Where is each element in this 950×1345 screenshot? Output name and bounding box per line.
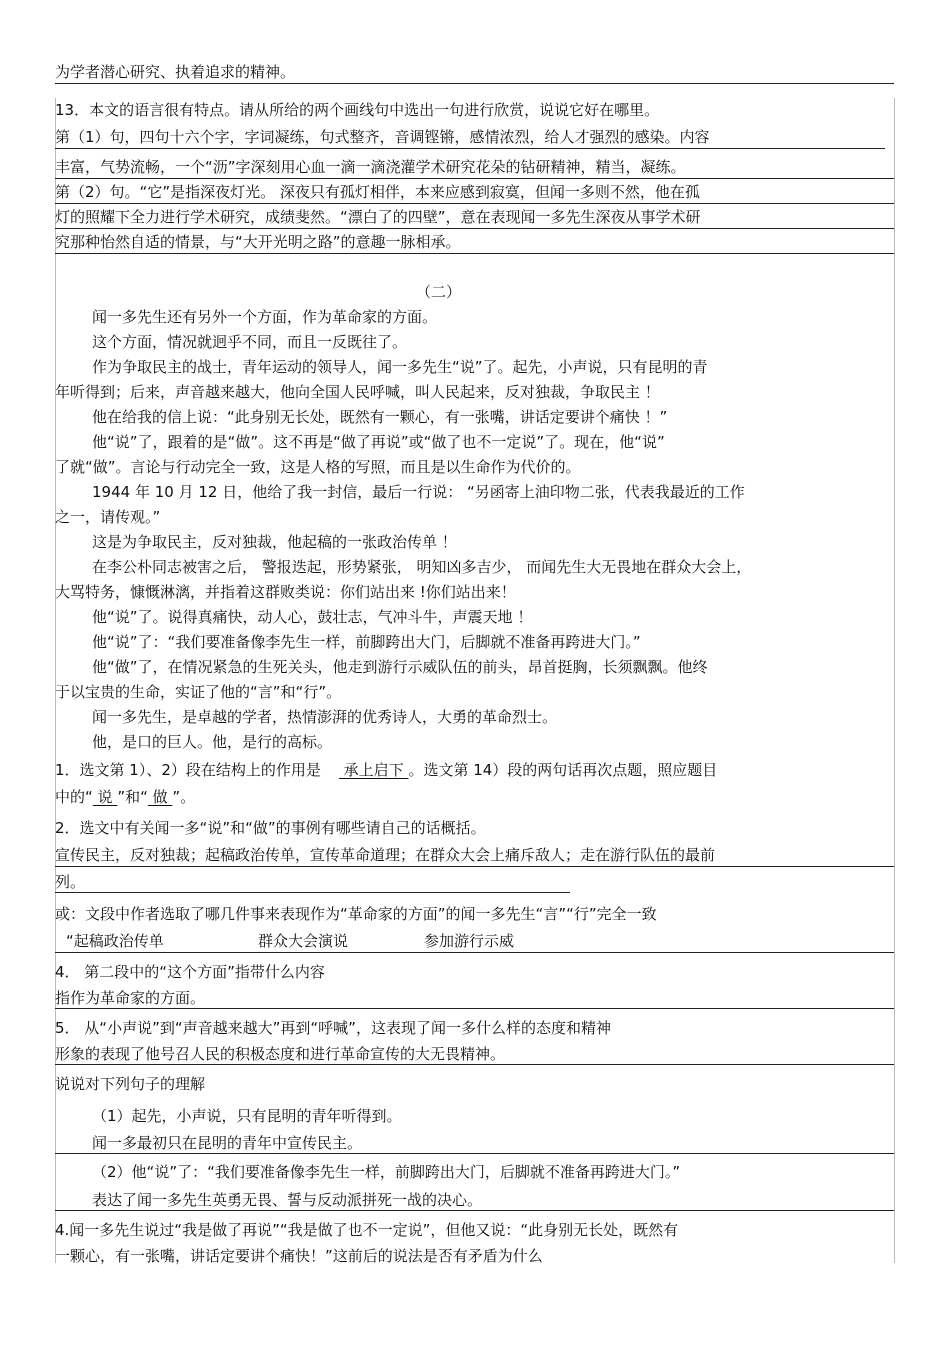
q1-line2-b: ”和“ [117, 788, 148, 806]
passage-line-18: 他，是口的巨人。他，是行的高标。 [92, 733, 333, 751]
q4b-line-1: 4.闻一多先生说过“我是做了再说”“我是做了也不一定说”，但他又说：“此身别无长处，既然有 [55, 1221, 679, 1239]
q1-line-1 [55, 760, 717, 780]
q2-alt-answer-3: 参加游行示威 [424, 932, 515, 950]
q13-answer-line-3: 第（2）句。“它”是指深夜灯光。 深夜只有孤灯相伴，本来应感到寂寞，但闻一多则不然，他在孤 [55, 183, 700, 201]
q13-answer-line-2: 丰富，气势流畅，一个“沥”字深刻用心血一滴一滴浇灌学术研究花朵的钻研精神，精当，凝练。 [55, 158, 686, 176]
q5-answer: 形象的表现了他号召人民的积极态度和进行革命宣传的大无畏精神。 [55, 1045, 506, 1063]
q2-answer-line-1: 宣传民主，反对独裁；起稿政治传单，宣传革命道理；在群众大会上痛斥敌人；走在游行队伍的最前 [55, 846, 716, 864]
rule-q13-1 [55, 148, 885, 149]
passage-line-1: 闻一多先生还有另外一个方面，作为革命家的方面。 [92, 308, 438, 326]
understand-sentence-2: （2）他“说”了：“我们要准备像李先生一样，前脚跨出大门，后脚就不准备再跨进大门。” [92, 1163, 681, 1181]
q1-answer-structure: 承上启下 [338, 761, 409, 779]
q2-answer-line-2: 列。 [55, 873, 86, 891]
passage-heading: （二） [416, 283, 462, 301]
passage-line-14: 他“说”了：“我们要准备像李先生一样，前脚跨出大门，后脚就不准备再跨进大门。” [92, 633, 641, 651]
passage-line-5: 他在给我的信上说：“此身别无长处，既然有一颗心，有一张嘴，讲话定要讲个痛快 ！” [92, 408, 668, 426]
q13-answer-line-1: 第（1）句，四句十六个字，字词凝练，句式整齐，音调铿锵，感情浓烈，给人才强烈的感染。内容 [55, 128, 710, 146]
q4-answer: 指作为革命家的方面。 [55, 989, 206, 1007]
right-margin-line [894, 98, 895, 1263]
q13-answer-line-4: 灯的照耀下全力进行学术研究，成绩斐然。“漂白了的四壁”，意在表现闻一多先生深夜从事学术研 [55, 208, 701, 226]
q13-question: 13．本文的语言很有特点。请从所给的两个画线句中选出一句进行欣赏，说说它好在哪里。 [55, 101, 660, 119]
rule-q5 [55, 1064, 894, 1065]
passage-line-6: 他“说”了，跟着的是“做”。这不再是“做了再说”或“做了也不一定说”了。现在，他“说” [92, 433, 665, 451]
q2-question: 2．选文中有关闻一多“说”和“做”的事例有哪些请自己的话概括。 [55, 819, 486, 837]
rule-understand-1 [55, 1153, 894, 1154]
passage-line-12: 大骂特务，慷慨淋漓，并指着这群败类说：你们站出来 !你们站出来！ [55, 583, 516, 601]
passage-line-17: 闻一多先生，是卓越的学者，热情澎湃的优秀诗人，大勇的革命烈士。 [92, 708, 558, 726]
passage-line-13: 他“说”了。说得真痛快，动人心，鼓壮志，气冲斗牛，声震天地 ！ [92, 608, 533, 626]
passage-line-3: 作为争取民主的战士，青年运动的领导人，闻一多先生“说”了。起先，小声说，只有昆明的青 [92, 358, 708, 376]
rule-q4 [55, 1008, 894, 1009]
understand-sentence-1: （1）起先，小声说，只有昆明的青年听得到。 [92, 1107, 402, 1125]
q1-part-b: 。选文第 14）段的两句话再次点题，照应题目 [408, 761, 718, 779]
understand-title: 说说对下列句子的理解 [55, 1075, 206, 1093]
q1-line2-c: ”。 [172, 788, 196, 806]
q1-part-a: 1．选文第 1）、2）段在结构上的作用是 [55, 761, 321, 779]
rule-understand-2 [55, 1210, 894, 1211]
passage-line-7: 了就“做”。言论与行动完全一致，这是人格的写照，而且是以生命作为代价的。 [55, 458, 581, 476]
rule-top [55, 83, 894, 84]
q2-alt-answer-2: 群众大会演说 [258, 932, 349, 950]
passage-line-16: 于以宝贵的生命，实证了他的“言”和“行”。 [55, 683, 342, 701]
q1-line-2 [55, 787, 195, 807]
understand-answer-2: 表达了闻一多先生英勇无畏、誓与反动派拼死一战的决心。 [92, 1191, 483, 1209]
rule-q2-alt [55, 952, 894, 953]
q1-answer-say: 说 [92, 788, 118, 806]
rule-q2-1 [55, 866, 894, 867]
q13-answer-line-5: 究那种怡然自适的情景，与“大开光明之路”的意趣一脉相承。 [55, 233, 461, 251]
q5-question: 5． 从“小声说”到“声音越来越大”再到“呼喊”，这表现了闻一多什么样的态度和精神 [55, 1019, 611, 1037]
q2-alt-answer-1: “起稿政治传单 [66, 932, 164, 950]
passage-line-9: 之一，请传观。” [55, 508, 161, 526]
passage-line-11: 在李公朴同志被害之后， 警报迭起，形势紧张， 明知凶多吉少， 而闻先生大无畏地在群众大会上， [92, 558, 752, 576]
passage-line-10: 这是为争取民主，反对独裁，他起稿的一张政治传单 ！ [92, 533, 457, 551]
q4-question: 4． 第二段中的“这个方面”指带什么内容 [55, 963, 325, 981]
passage-line-2: 这个方面，情况就迥乎不同，而且一反既往了。 [92, 333, 408, 351]
rule-q13-5 [55, 253, 894, 254]
rule-q13-2 [55, 178, 894, 179]
understand-answer-1: 闻一多最初只在昆明的青年中宣传民主。 [92, 1134, 363, 1152]
passage-line-4: 年听得到；后来，声音越来越大，他向全国人民呼喊，叫人民起来，反对独裁，争取民主 ！ [55, 383, 660, 401]
rule-q13-4 [55, 228, 894, 229]
q1-answer-do: 做 [147, 788, 173, 806]
q4b-line-2: 一颗心，有一张嘴，讲话定要讲个痛快！”这前后的说法是否有矛盾为什么 [55, 1247, 543, 1265]
rule-q2-2 [55, 892, 570, 893]
q2-alt-question: 或：文段中作者选取了哪几件事来表现作为“革命家的方面”的闻一多先生“言”“行”完全一致 [55, 905, 657, 923]
q1-line2-a: 中的“ [55, 788, 93, 806]
rule-q13-3 [55, 203, 894, 204]
top-text: 为学者潜心研究、执着追求的精神。 [55, 63, 296, 81]
passage-line-8: 1944 年 10 月 12 日，他给了我一封信，最后一行说： “另函寄上油印物二张，代表我最近的工作 [92, 483, 745, 501]
passage-line-15: 他“做”了，在情况紧急的生死关头，他走到游行示威队伍的前头，昂首挺胸，长须飘飘。他终 [92, 658, 708, 676]
